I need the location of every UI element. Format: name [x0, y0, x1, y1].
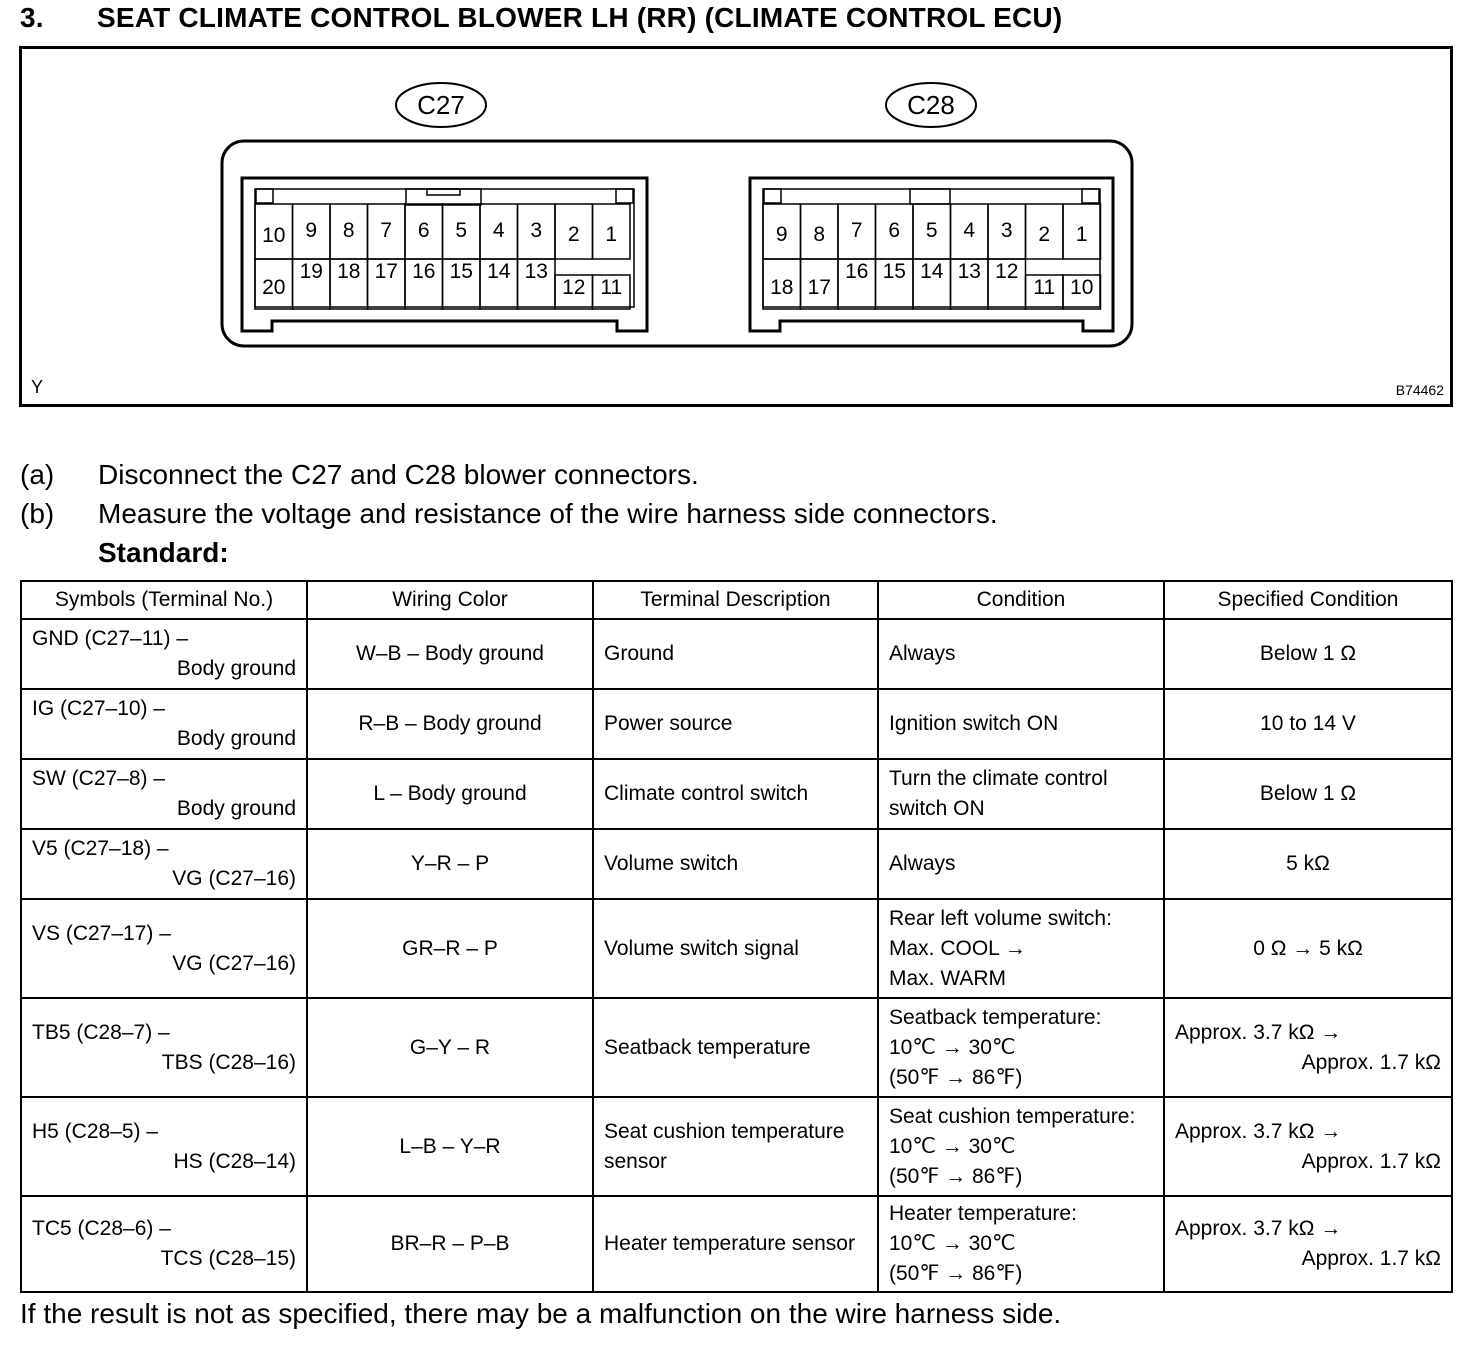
symbol-line: Body ground	[176, 727, 296, 750]
condition-line: Ignition switch ON	[889, 712, 1059, 735]
spec-line: Approx. 3.7 kΩ →	[1175, 1217, 1342, 1240]
condition-line: 10℃ → 30℃	[889, 1035, 1016, 1059]
symbol-line: HS (C28–14)	[173, 1149, 296, 1173]
condition-line: (50℉ → 86℉)	[889, 1065, 1023, 1089]
cell-condition	[878, 1196, 1164, 1292]
pin-number: 15	[449, 260, 473, 283]
cell-specified	[1164, 899, 1452, 998]
condition-line: Max. COOL →	[889, 936, 1026, 960]
condition-line: (50℉ → 86℉)	[889, 1164, 1023, 1188]
symbol-line: VG (C27–16)	[172, 867, 296, 890]
footer-note: If the result is not as specified, there may be a malfunction on the wire harness side.	[20, 1298, 1062, 1329]
wiring-color: BR–R – P–B	[390, 1232, 510, 1255]
cell-condition	[878, 899, 1164, 998]
cell-description	[593, 619, 878, 689]
pin-number: 16	[412, 260, 436, 283]
pin-number: 5	[925, 219, 938, 242]
pin-number: 8	[813, 223, 826, 246]
cell-symbols	[21, 1097, 307, 1196]
condition-line: (50℉ → 86℉)	[889, 1262, 1023, 1285]
spec-line: Approx. 1.7 kΩ	[1301, 1050, 1441, 1074]
spec-line: Approx. 3.7 kΩ →	[1175, 1020, 1342, 1044]
condition-line: Turn the climate control	[889, 767, 1108, 790]
spec-line: Approx. 1.7 kΩ	[1301, 1149, 1441, 1173]
connector-figure	[19, 46, 1453, 407]
wiring-color: Y–R – P	[410, 852, 490, 875]
condition-line: Seat cushion temperature:	[889, 1104, 1136, 1128]
symbol-line: TBS (C28–16)	[161, 1050, 296, 1074]
description-line: Volume switch	[604, 852, 739, 875]
section-title: SEAT CLIMATE CONTROL BLOWER LH (RR) (CLIMATE CONTROL ECU)	[97, 2, 1063, 33]
pin-grid-c28	[763, 204, 1101, 309]
cell-specified	[1164, 829, 1452, 899]
pin-number: 17	[374, 260, 398, 283]
cell-condition	[878, 1097, 1164, 1196]
table-header-row	[21, 581, 1452, 619]
latch-notch	[1082, 189, 1099, 203]
connector-label-c27: C27	[417, 90, 465, 120]
cell-symbols	[21, 899, 307, 998]
step-text: Measure the voltage and resistance of the wire harness side connectors.	[98, 498, 998, 529]
symbol-line: TB5 (C28–7) –	[32, 1020, 170, 1044]
connector-diagram	[22, 49, 1450, 404]
header-specified-condition: Specified Condition	[1164, 581, 1452, 619]
pin-number: 10	[262, 224, 286, 247]
spec-value: 5 kΩ	[1286, 852, 1330, 875]
cell-symbols	[21, 829, 307, 899]
pin-number: 13	[957, 260, 981, 283]
table-row	[21, 1196, 1452, 1292]
cell-description	[593, 759, 878, 829]
latch-notch	[764, 189, 781, 203]
symbol-line: TCS (C28–15)	[160, 1247, 296, 1270]
spec-value: Below 1 Ω	[1259, 642, 1357, 665]
condition-line: Heater temperature:	[889, 1202, 1077, 1225]
connector-c27	[242, 83, 647, 331]
key-slot	[910, 189, 950, 204]
header-wiring-color: Wiring Color	[307, 581, 593, 619]
pin-number: 4	[492, 219, 505, 242]
header-terminal-description: Terminal Description	[593, 581, 878, 619]
cell-description	[593, 1196, 878, 1292]
procedure-steps	[20, 455, 998, 572]
symbol-line: VG (C27–16)	[172, 951, 296, 975]
pin-number: 18	[770, 276, 794, 299]
pin-number: 12	[995, 260, 1019, 283]
wiring-color: L – Body ground	[373, 782, 527, 805]
figure-corner-mark: Y	[31, 377, 44, 397]
symbol-line: IG (C27–10) –	[32, 697, 166, 720]
cell-wiring-color	[307, 998, 593, 1097]
cell-condition	[878, 829, 1164, 899]
description-line: sensor	[604, 1149, 668, 1173]
pin-number: 19	[299, 260, 323, 283]
condition-line: Always	[889, 852, 956, 875]
latch-notch	[616, 189, 633, 203]
cell-symbols	[21, 689, 307, 759]
pin-number: 2	[1038, 223, 1051, 246]
condition-line: Always	[889, 642, 956, 665]
standard-label: Standard:	[98, 537, 229, 568]
pin-number: 12	[562, 276, 586, 299]
pin-number: 7	[850, 219, 863, 242]
wiring-color: G–Y – R	[409, 1035, 491, 1059]
condition-line: Rear left volume switch:	[889, 906, 1112, 930]
pin-grid-c27	[255, 204, 630, 309]
pin-number: 17	[807, 276, 831, 299]
figure-id: B74462	[1395, 382, 1444, 398]
pin-number: 1	[1075, 223, 1088, 246]
cell-symbols	[21, 1196, 307, 1292]
spec-value: 0 Ω → 5 kΩ	[1253, 936, 1363, 960]
symbol-line: Body ground	[176, 797, 296, 820]
pin-number: 15	[882, 260, 906, 283]
pin-number: 20	[262, 276, 286, 299]
cell-specified	[1164, 759, 1452, 829]
key-slot	[406, 189, 481, 205]
cell-condition	[878, 619, 1164, 689]
pin-number: 7	[380, 219, 393, 242]
symbol-line: H5 (C28–5) –	[32, 1119, 159, 1143]
wiring-color: L–B – Y–R	[399, 1134, 501, 1158]
connector-label-c28: C28	[907, 90, 955, 120]
table-row	[21, 689, 1452, 759]
pin-number: 9	[305, 219, 318, 242]
cell-description	[593, 689, 878, 759]
cell-wiring-color	[307, 829, 593, 899]
description-line: Climate control switch	[604, 782, 809, 805]
condition-line: Max. WARM	[889, 966, 1007, 990]
spec-value: Below 1 Ω	[1259, 782, 1357, 805]
table-row	[21, 998, 1452, 1097]
ecu-housing	[222, 141, 1132, 346]
step-a	[20, 455, 998, 494]
connector-shell	[242, 178, 647, 331]
pin-number: 1	[605, 223, 618, 246]
pin-number: 9	[775, 223, 788, 246]
condition-line: switch ON	[889, 797, 985, 820]
pin-number: 14	[487, 260, 511, 283]
cell-symbols	[21, 619, 307, 689]
cell-wiring-color	[307, 759, 593, 829]
spec-value: 10 to 14 V	[1260, 712, 1356, 735]
wiring-color: W–B – Body ground	[356, 642, 544, 665]
condition-line: 10℃ → 30℃	[889, 1134, 1016, 1158]
cell-wiring-color	[307, 619, 593, 689]
table-row	[21, 619, 1452, 689]
pin-number: 6	[888, 219, 901, 242]
pin-number: 11	[600, 276, 623, 299]
wiring-color: R–B – Body ground	[358, 712, 542, 735]
description-line: Ground	[604, 642, 675, 665]
symbol-line: SW (C27–8) –	[32, 767, 166, 790]
step-label: (a)	[20, 459, 55, 490]
description-line: Heater temperature sensor	[604, 1232, 855, 1255]
cell-description	[593, 829, 878, 899]
description-line: Volume switch signal	[604, 936, 799, 960]
table-row	[21, 899, 1452, 998]
description-line: Seat cushion temperature	[604, 1119, 845, 1143]
symbol-line: GND (C27–11) –	[32, 627, 189, 650]
pin-number: 13	[524, 260, 548, 283]
symbol-line: TC5 (C28–6) –	[32, 1217, 171, 1240]
table-body	[21, 619, 1452, 1292]
cell-wiring-color	[307, 899, 593, 998]
pin-number: 3	[530, 219, 543, 242]
description-line: Seatback temperature	[604, 1035, 811, 1059]
cell-specified	[1164, 689, 1452, 759]
connector-c28	[750, 83, 1113, 331]
cell-wiring-color	[307, 1097, 593, 1196]
connector-shell	[750, 178, 1113, 331]
step-b	[20, 494, 998, 533]
cell-condition	[878, 759, 1164, 829]
pin-number: 18	[337, 260, 361, 283]
step-label: (b)	[20, 498, 55, 529]
pin-number: 4	[963, 219, 976, 242]
pin-number: 11	[1033, 276, 1056, 299]
symbol-line: VS (C27–17) –	[32, 921, 171, 945]
key-slot	[427, 189, 460, 195]
cell-specified	[1164, 619, 1452, 689]
cell-description	[593, 899, 878, 998]
wiring-color: GR–R – P	[402, 936, 498, 960]
pin-number: 2	[567, 223, 580, 246]
symbol-line: V5 (C27–18) –	[32, 837, 169, 860]
cell-description	[593, 1097, 878, 1196]
description-line: Power source	[604, 712, 733, 735]
pin-number: 8	[342, 219, 355, 242]
cell-specified	[1164, 1097, 1452, 1196]
table-row	[21, 829, 1452, 899]
latch-notch	[256, 189, 273, 203]
header-condition: Condition	[878, 581, 1164, 619]
step-text: Disconnect the C27 and C28 blower connectors.	[98, 459, 699, 490]
header-symbols: Symbols (Terminal No.)	[21, 581, 307, 619]
pin-number: 5	[455, 219, 468, 242]
pin-number: 14	[920, 260, 944, 283]
condition-line: Seatback temperature:	[889, 1005, 1102, 1029]
table-row	[21, 1097, 1452, 1196]
pin-number: 6	[417, 219, 430, 242]
cell-specified	[1164, 998, 1452, 1097]
cell-wiring-color	[307, 1196, 593, 1292]
cell-condition	[878, 998, 1164, 1097]
cell-specified	[1164, 1196, 1452, 1292]
cell-symbols	[21, 998, 307, 1097]
standard-table	[20, 580, 1453, 1293]
section-number: 3.	[20, 2, 44, 33]
section-heading	[20, 2, 1062, 34]
pin-number: 3	[1000, 219, 1013, 242]
pin-number: 10	[1070, 276, 1094, 299]
cell-description	[593, 998, 878, 1097]
symbol-line: Body ground	[176, 657, 296, 680]
table-row	[21, 759, 1452, 829]
spec-line: Approx. 3.7 kΩ →	[1175, 1119, 1342, 1143]
cell-wiring-color	[307, 689, 593, 759]
spec-line: Approx. 1.7 kΩ	[1301, 1247, 1441, 1270]
cell-condition	[878, 689, 1164, 759]
pin-number: 16	[845, 260, 869, 283]
cell-symbols	[21, 759, 307, 829]
condition-line: 10℃ → 30℃	[889, 1232, 1016, 1255]
